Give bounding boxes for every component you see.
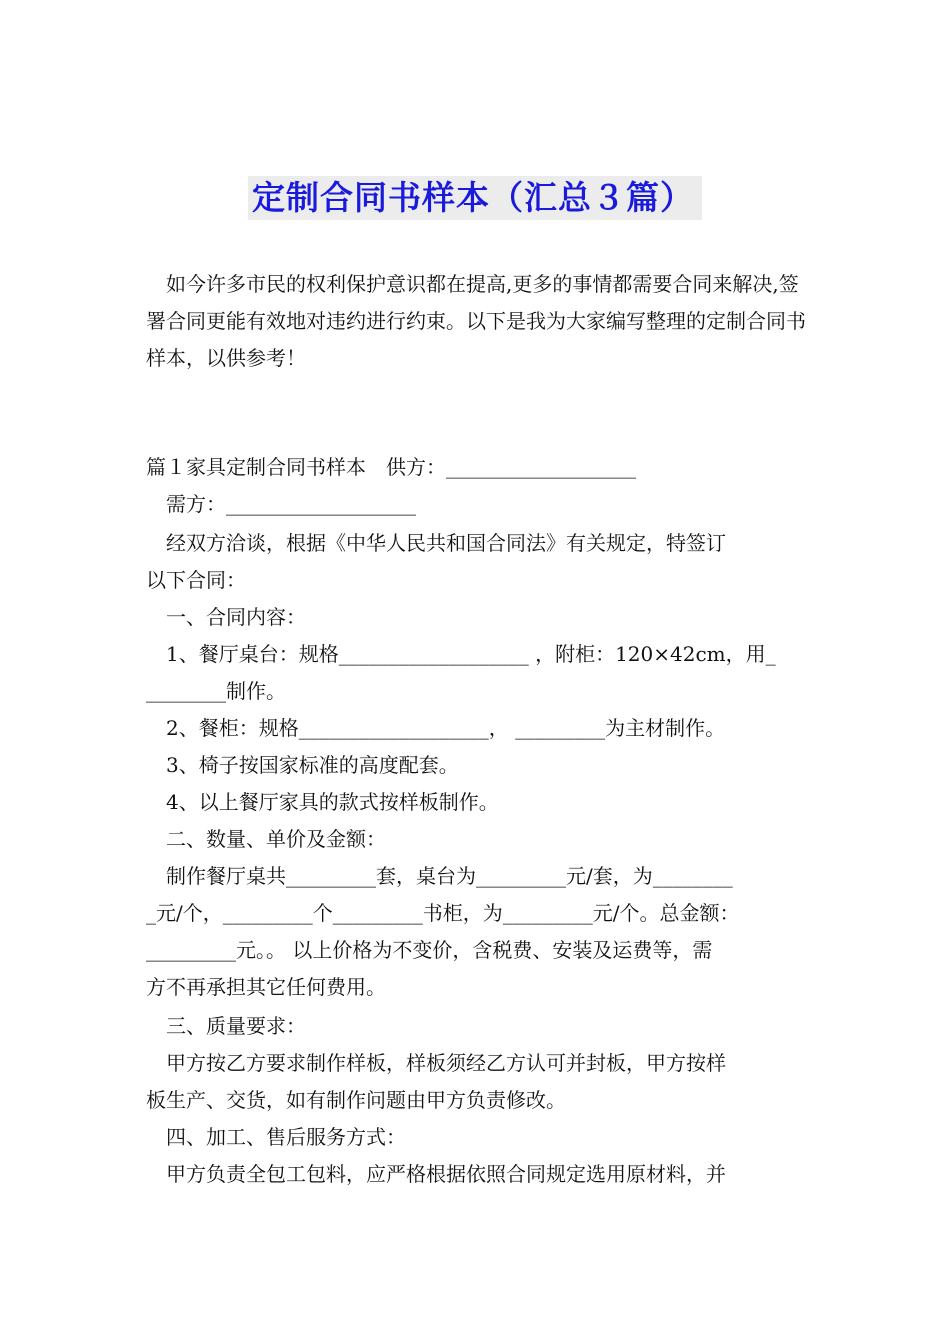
item-1-line-cont: ________制作。 [146,679,286,703]
section1-heading-line: 篇１家具定制合同书样本 供方：___________________ [146,455,636,479]
clause-1-heading: 一、合同内容： [146,605,306,629]
buyer-line: 需方：___________________ [146,492,416,516]
preamble-line: 经双方洽谈，根据《中华人民共和国合同法》有关规定，特签订 [146,531,726,555]
item-4-line: 4、以上餐厅家具的款式按样板制作。 [146,790,499,814]
clause-3-heading: 三、质量要求： [146,1014,306,1038]
intro-paragraph: 如今许多市民的权利保护意识都在提高,更多的事情都需要合同来解决,签署合同更能有效地对违约进行约束。以下是我为大家编写整理的定制合同书样本，以供参考！ [146,272,806,370]
quality-line: 甲方按乙方要求制作样板，样板须经乙方认可并封板，甲方按样 [146,1051,726,1075]
item-2-line: 2、餐柜：规格___________________， _________为主材制作。 [146,716,726,740]
clause-4-heading: 四、加工、售后服务方式： [146,1125,406,1149]
document-title: 定制合同书样本（汇总３篇） [248,176,702,220]
total-line-cont: 方不再承担其它任何费用。 [146,975,386,999]
quantity-line-cont: _元/个，_________个_________书柜，为_________元/个。总金额： [146,901,740,925]
preamble-line-cont: 以下合同： [146,568,246,592]
item-1-line: 1、餐厅桌台：规格___________________ ，附柜：120×42cm，用_ [146,642,776,666]
quality-line-cont: 板生产、交货，如有制作问题由甲方负责修改。 [146,1088,566,1112]
quantity-line: 制作餐厅桌共_________套，桌台为_________元/套，为________ [146,864,733,888]
service-line: 甲方负责全包工包料，应严格根据依照合同规定选用原材料，并 [146,1162,726,1186]
title-container [0,176,950,220]
item-3-line: 3、椅子按国家标准的高度配套。 [146,753,459,777]
clause-2-heading: 二、数量、单价及金额： [146,827,386,851]
total-line: _________元。。 以上价格为不变价，含税费、安装及运费等，需 [146,938,713,962]
